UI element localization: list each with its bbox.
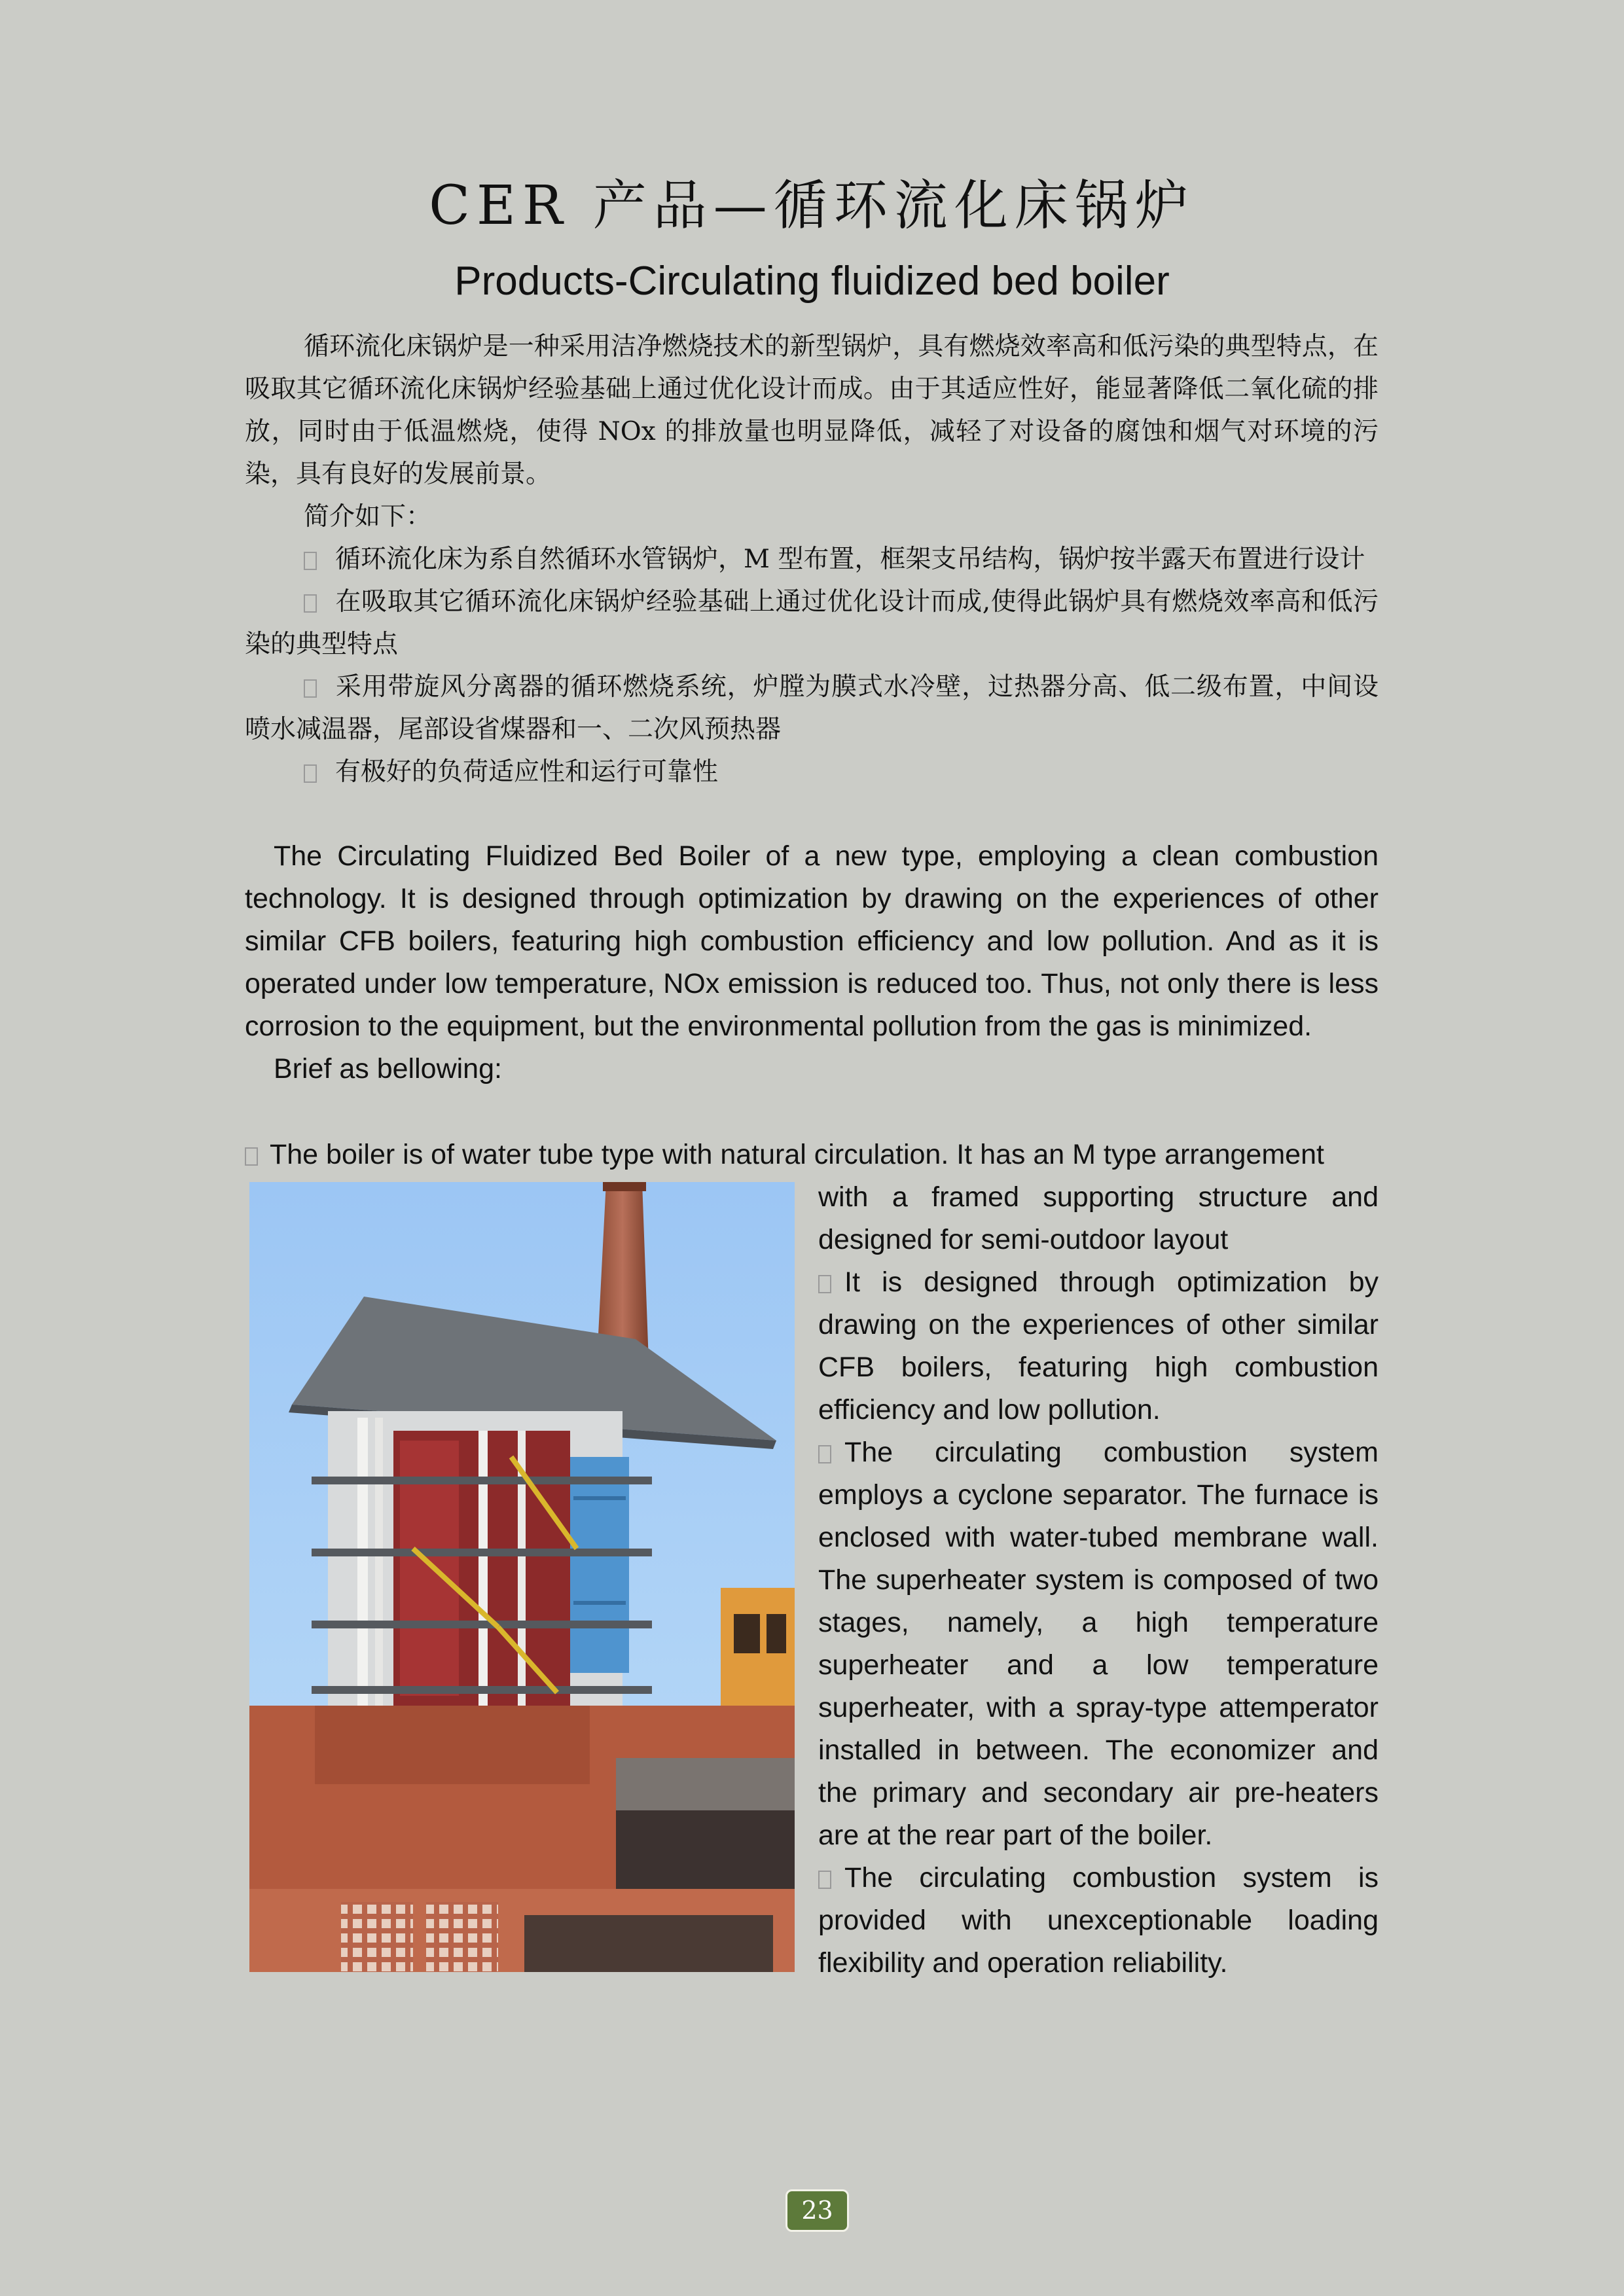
- english-brief-heading: Brief as bellowing:: [274, 1053, 502, 1085]
- chinese-bullet: [245, 538, 1379, 581]
- english-bullet-continuation: with a framed supporting structure and designed for semi-outdoor layout: [818, 1181, 1379, 1255]
- chinese-bullet-text: 有极好的负荷适应性和运行可靠性: [335, 757, 719, 787]
- english-bullets-column: [818, 1176, 1379, 1984]
- page-number: 23: [785, 2189, 849, 2232]
- chinese-bullet-text: 采用带旋风分离器的循环燃烧系统，炉膛为膜式水冷壁，过热器分高、低二级布置，中间设喷水减温器，尾部设省煤器和一、二次风预热器: [245, 672, 1379, 744]
- english-bullet-text: The circulating combustion system is provided with unexceptionable loading flexibility and operation reliability.: [818, 1862, 1379, 1979]
- chinese-intro: 循环流化床锅炉是一种采用洁净燃烧技术的新型锅炉，具有燃烧效率高和低污染的典型特点，在吸取其它循环流化床锅炉经验基础上通过优化设计而成。由于其适应性好，能显著降低二氧化硫的排放，同时由于低温燃烧，使得 NOx 的排放量也明显降低，减轻了对设备的腐蚀和烟气对环境的污染，具有良好的发展前景。: [245, 332, 1379, 489]
- bullet-box-icon: [818, 1275, 831, 1293]
- english-title: Products-Circulating fluidized bed boiler: [454, 259, 1170, 304]
- bullet-box-icon: [304, 679, 317, 698]
- bullet-box-icon: [818, 1445, 831, 1463]
- chinese-bullet: [245, 751, 1379, 793]
- english-bullet: [818, 1431, 1379, 1857]
- boiler-photo: [249, 1182, 795, 1972]
- bullet-box-icon: [245, 1147, 258, 1166]
- english-intro: The Circulating Fluidized Bed Boiler of a new type, employing a clean combustion technology. It is designed through optimization by drawing on the experiences of other similar CFB boilers, featuring high combustion efficiency and low pollution. And as it is operated under low temperature, NOx emission is reduced too. Thus, not only there is less corrosion to the equipment, but the environmental pollution from the gas is minimized.: [245, 840, 1379, 1042]
- english-section: [245, 835, 1379, 1090]
- chinese-brief-heading: 简介如下：: [304, 502, 432, 531]
- bullet-box-icon: [304, 764, 317, 783]
- chinese-section: [245, 325, 1379, 793]
- chinese-bullet: [245, 581, 1379, 666]
- chinese-title: CER 产品—循环流化床锅炉: [429, 175, 1195, 237]
- chinese-bullet-text: 在吸取其它循环流化床锅炉经验基础上通过优化设计而成,使得此锅炉具有燃烧效率高和低污染的典型特点: [245, 587, 1379, 659]
- chinese-bullet-text: 循环流化床为系自然循环水管锅炉，M 型布置，框架支吊结构，锅炉按半露天布置进行设计: [335, 545, 1365, 574]
- english-bullet: [818, 1261, 1379, 1431]
- english-bullet-text: The boiler is of water tube type with natural circulation. It has an M type arrangement: [270, 1139, 1324, 1170]
- bullet-box-icon: [304, 594, 317, 613]
- bullet-box-icon: [818, 1871, 831, 1889]
- english-bullet-text: It is designed through optimization by drawing on the experiences of other similar CFB boilers, featuring high combustion efficiency and low pollution.: [818, 1266, 1379, 1426]
- chinese-bullet: [245, 666, 1379, 751]
- english-bullet-text: The circulating combustion system employs a cyclone separator. The furnace is enclosed with water-tubed membrane wall. The superheater system is composed of two stages, namely, a high temperature superheater and a low temperature superheater, with a spray-type attemperator installed in between. The economizer and the primary and secondary air pre-heaters are at the rear part of the boiler.: [818, 1437, 1379, 1851]
- english-bullet: [818, 1857, 1379, 1984]
- bullet-box-icon: [304, 552, 317, 570]
- english-bullet-first-line: [245, 1134, 1379, 1176]
